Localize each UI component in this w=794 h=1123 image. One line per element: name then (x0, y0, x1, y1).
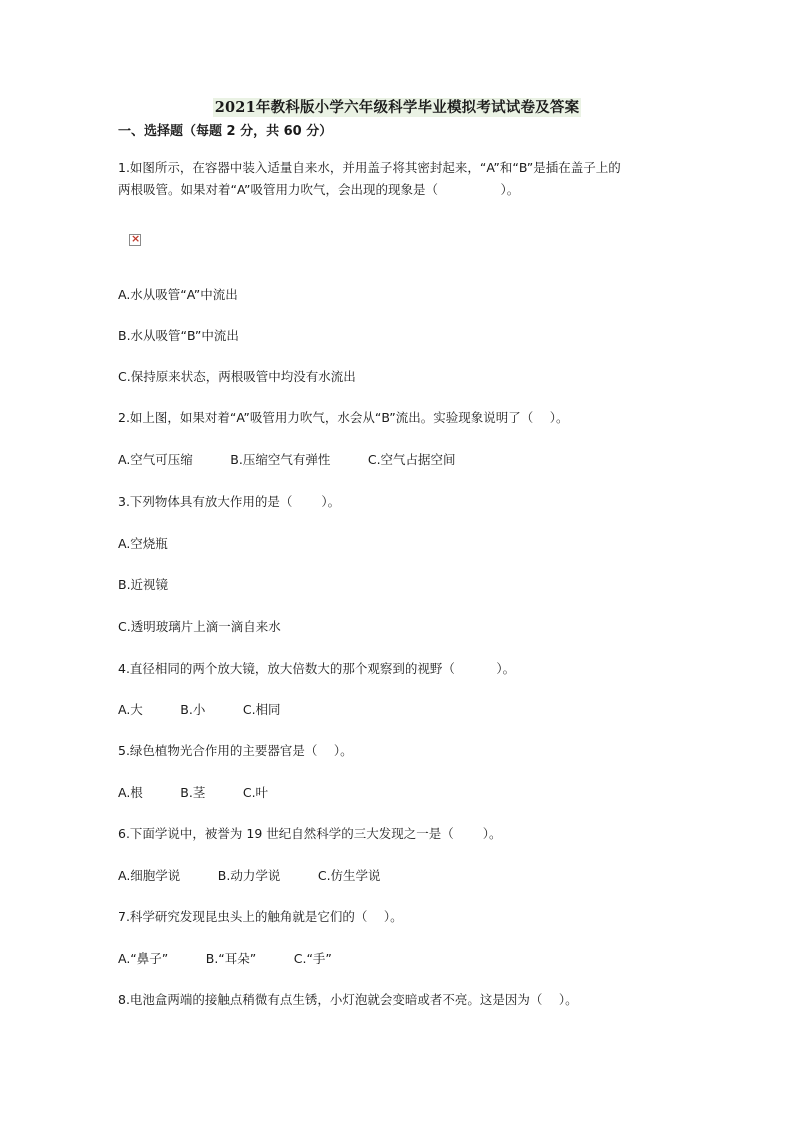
question-5: 5.绿色植物光合作用的主要器官是（ ）。 (118, 743, 353, 758)
question-1-line-2: 两根吸管。如果对着“A”吸管用力吹气，会出现的现象是（ ）。 (118, 182, 520, 197)
broken-image-icon (129, 234, 141, 246)
question-3-option-b: B.近视镜 (118, 577, 169, 592)
question-3-option-c: C.透明玻璃片上滴一滴自来水 (118, 619, 281, 634)
question-3-option-a: A.空烧瓶 (118, 536, 168, 551)
page-title: 2021年教科版小学六年级科学毕业模拟考试试卷及答案 (214, 99, 580, 116)
question-3: 3.下列物体具有放大作用的是（ ）。 (118, 494, 341, 509)
question-2: 2.如上图，如果对着“A”吸管用力吹气，水会从“B”流出。实验现象说明了（ ）。 (118, 410, 569, 425)
question-1-option-c: C.保持原来状态，两根吸管中均没有水流出 (118, 369, 356, 384)
question-1-line-1: 1.如图所示，在容器中装入适量自来水，并用盖子将其密封起来，“A”和“B”是插在盖子上的 (118, 160, 621, 175)
question-1-option-a: A.水从吸管“A”中流出 (118, 287, 238, 302)
question-6: 6.下面学说中，被誉为 19 世纪自然科学的三大发现之一是（ ）。 (118, 826, 502, 841)
question-7-options: A.“鼻子” B.“耳朵” C.“手” (118, 951, 332, 966)
question-6-options: A.细胞学说 B.动力学说 C.仿生学说 (118, 868, 381, 883)
question-7: 7.科学研究发现昆虫头上的触角就是它们的（ ）。 (118, 909, 403, 924)
question-4: 4.直径相同的两个放大镜，放大倍数大的那个观察到的视野（ ）。 (118, 661, 516, 676)
question-8: 8.电池盒两端的接触点稍微有点生锈，小灯泡就会变暗或者不亮。这是因为（ ）。 (118, 992, 578, 1007)
question-5-options: A.根 B.茎 C.叶 (118, 785, 269, 800)
section-heading: 一、选择题（每题 2 分，共 60 分） (118, 124, 333, 139)
question-4-options: A.大 B.小 C.相同 (118, 702, 281, 717)
question-2-options: A.空气可压缩 B.压缩空气有弹性 C.空气占据空间 (118, 452, 456, 467)
question-1-option-b: B.水从吸管“B”中流出 (118, 328, 239, 343)
